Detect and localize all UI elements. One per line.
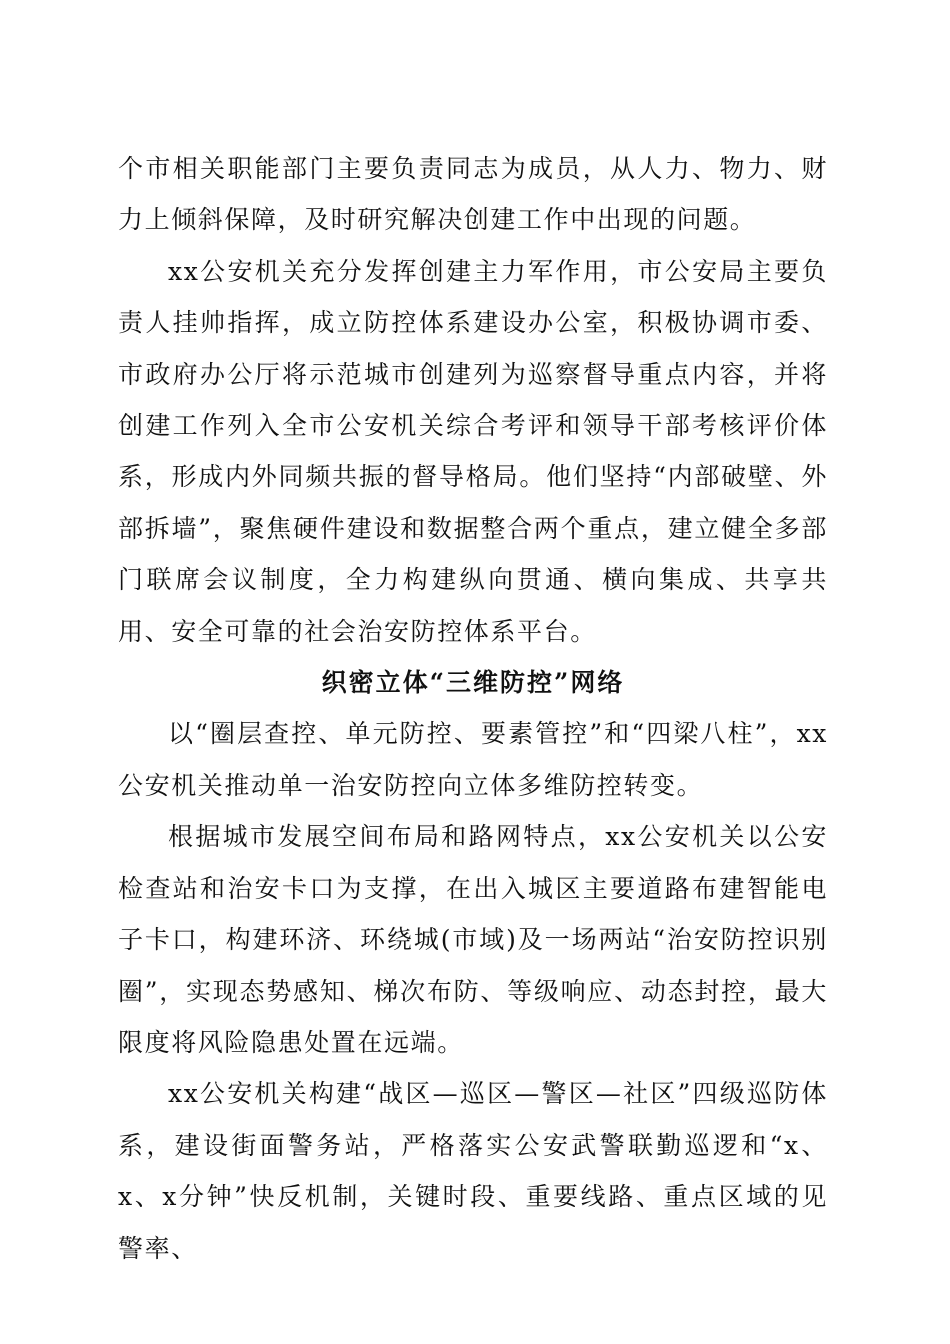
paragraph-four-level-patrol: xx公安机关构建“战区—巡区—警区—社区”四级巡防体系，建设街面警务站，严格落实公安武警联勤巡逻和“x、x、x分钟”快反机制，关键时段、重要线路、重点区域的见警率、 (118, 1079, 828, 1263)
paragraph-three-dimensional-control: 以“圈层查控、单元防控、要素管控”和“四梁八柱”，xx公安机关推动单一治安防控向立体多维防控转变。 (118, 719, 828, 800)
paragraph-identification-circle: 根据城市发展空间布局和路网特点，xx公安机关以公安检查站和治安卡口为支撑，在出入城区主要道路布建智能电子卡口，构建环济、环绕城(市域)及一场两站“治安防控识别圈”，实现态势感知、梯次布防、等级响应、动态封控，最大限度将风险隐患处置在远端。 (118, 822, 828, 1057)
paragraph-public-security-main-force: xx公安机关充分发挥创建主力军作用，市公安局主要负责人挂帅指挥，成立防控体系建设办公室，积极协调市委、市政府办公厅将示范城市创建列为巡察督导重点内容，并将创建工作列入全市公安机关综合考评和领导干部考核评价体系，形成内外同频共振的督导格局。他们坚持“内部破壁、外部拆墙”，聚焦硬件建设和数据整合两个重点，建立健全多部门联席会议制度，全力构建纵向贯通、横向集成、共享共用、安全可靠的社会治安防控体系平台。 (118, 256, 828, 646)
section-heading: 织密立体“三维防控”网络 (321, 668, 625, 698)
paragraph-continued-from-previous-page: 个市相关职能部门主要负责同志为成员，从人力、物力、财力上倾斜保障，及时研究解决创建工作中出现的问题。 (118, 154, 828, 235)
document-body (118, 143, 828, 1274)
